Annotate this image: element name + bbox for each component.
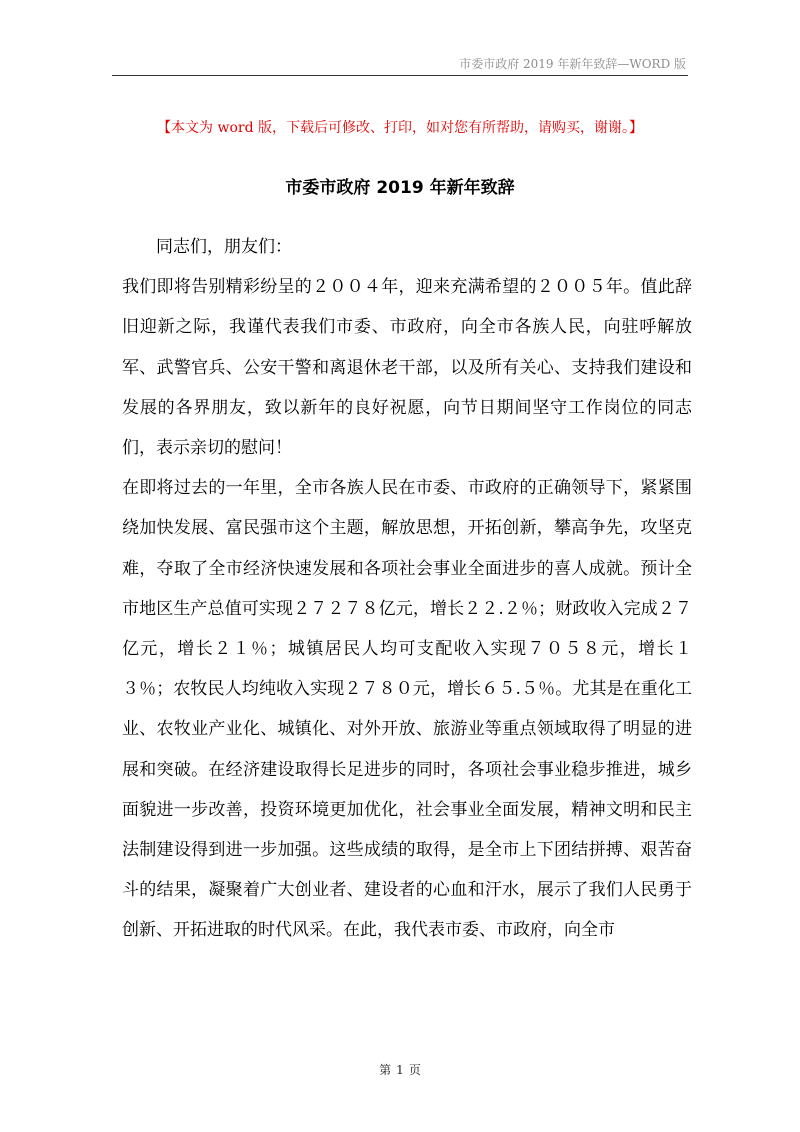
- download-notice: 【本文为 word 版，下载后可修改、打印，如对您有所帮助，请购买，谢谢。】: [157, 120, 643, 136]
- document-title: 市委市政府 2019 年新年致辞: [285, 178, 515, 198]
- header-divider: [112, 75, 688, 76]
- document-body: [122, 227, 692, 951]
- page-suffix: 页: [408, 1063, 421, 1077]
- page-prefix: 第: [379, 1063, 392, 1077]
- running-header: 市委市政府 2019 年新年致辞—WORD 版: [459, 57, 686, 71]
- body-paragraph: 在即将过去的一年里，全市各族人民在市委、市政府的正确领导下，紧紧围绕加快发展、富民强市这个主题，解放思想，开拓创新，攀高争先，攻坚克难，夺取了全市经济快速发展和各项社会事业全面进步的喜人成就。预计全市地区生产总值可实现２７２７８亿元，增长２２.２％；财政收入完成２７亿元，增长２１％；城镇居民人均可支配收入实现７０５８元，增长１３％；农牧民人均纯收入实现２７８０元，增长６５.５％。尤其是在重化工业、农牧业产业化、城镇化、对外开放、旅游业等重点领域取得了明显的进展和突破。在经济建设取得长足进步的同时，各项社会事业稳步推进，城乡面貌进一步改善，投资环境更加优化，社会事业全面发展，精神文明和民主法制建设得到进一步加强。这些成绩的取得，是全市上下团结拼搏、艰苦奋斗的结果，凝聚着广大创业者、建设者的心血和汗水，展示了我们人民勇于创新、开拓进取的时代风采。在此，我代表市委、市政府，向全市: [122, 478, 692, 941]
- body-paragraph: 我们即将告别精彩纷呈的２００４年，迎来充满希望的２００５年。值此辞旧迎新之际，我谨代表我们市委、市政府，向全市各族人民，向驻呼解放军、武警官兵、公安干警和离退休老干部，以及所有关心、支持我们建设和发展的各界朋友，致以新年的良好祝愿，向节日期间坚守工作岗位的同志们，表示亲切的慰问！: [122, 277, 692, 459]
- page-number: 1: [396, 1063, 404, 1077]
- page-footer: [0, 1061, 800, 1078]
- greeting: 同志们，朋友们：: [156, 237, 292, 257]
